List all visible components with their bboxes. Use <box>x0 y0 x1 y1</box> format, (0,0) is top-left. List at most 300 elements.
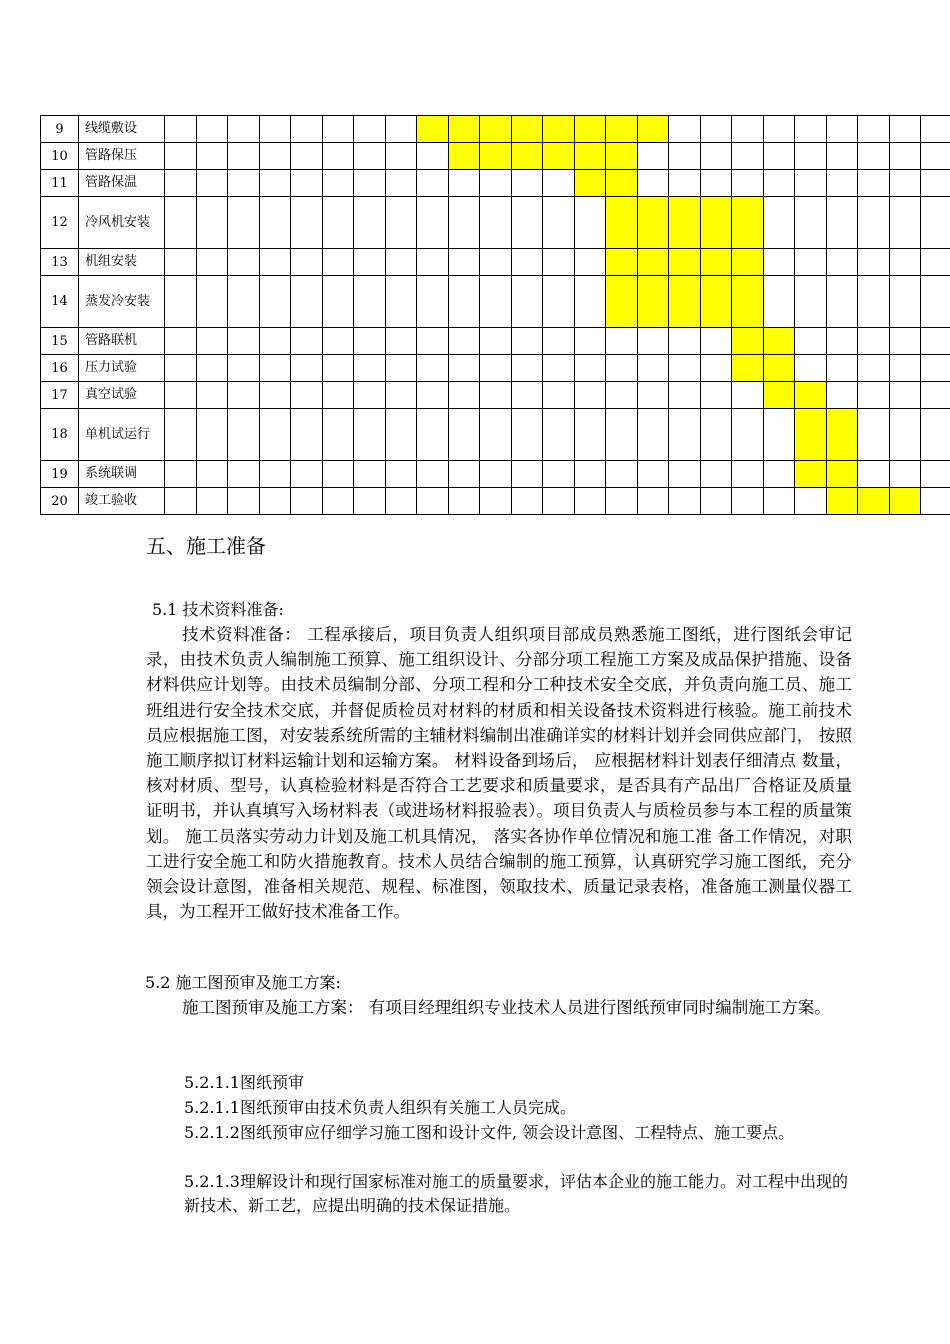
schedule-cell <box>291 382 323 409</box>
schedule-cell <box>354 143 386 170</box>
schedule-cell <box>889 116 921 143</box>
schedule-cell <box>259 143 291 170</box>
row-number: 17 <box>41 382 79 409</box>
schedule-cell <box>921 488 950 515</box>
schedule-cell <box>385 328 417 355</box>
schedule-bar-cell <box>637 197 669 249</box>
schedule-cell <box>417 409 449 461</box>
schedule-cell <box>858 328 890 355</box>
schedule-cell <box>511 382 543 409</box>
schedule-cell <box>543 197 575 249</box>
schedule-cell <box>291 328 323 355</box>
task-name: 管路联机 <box>79 328 165 355</box>
task-name: 管路保温 <box>79 170 165 197</box>
row-number: 11 <box>41 170 79 197</box>
schedule-cell <box>795 276 827 328</box>
schedule-cell <box>291 170 323 197</box>
schedule-cell <box>795 116 827 143</box>
schedule-bar-cell <box>448 143 480 170</box>
schedule-cell <box>385 170 417 197</box>
schedule-cell <box>228 170 260 197</box>
schedule-cell <box>889 328 921 355</box>
schedule-cell <box>669 116 701 143</box>
schedule-cell <box>637 488 669 515</box>
schedule-cell <box>165 143 197 170</box>
schedule-cell <box>511 170 543 197</box>
schedule-row <box>41 355 950 382</box>
schedule-cell <box>921 382 950 409</box>
schedule-cell <box>826 143 858 170</box>
item-5-2-1-heading: 5.2.1.1图纸预审 <box>184 1073 304 1092</box>
schedule-cell <box>165 170 197 197</box>
schedule-cell <box>700 382 732 409</box>
schedule-cell <box>921 143 950 170</box>
task-name: 真空试验 <box>79 382 165 409</box>
schedule-cell <box>669 409 701 461</box>
schedule-cell <box>385 382 417 409</box>
schedule-cell <box>259 382 291 409</box>
schedule-cell <box>228 116 260 143</box>
schedule-cell <box>417 170 449 197</box>
schedule-bar-cell <box>637 249 669 276</box>
schedule-bar-cell <box>795 409 827 461</box>
schedule-cell <box>732 488 764 515</box>
schedule-cell <box>354 382 386 409</box>
schedule-cell <box>574 276 606 328</box>
schedule-cell <box>543 355 575 382</box>
schedule-cell <box>480 328 512 355</box>
schedule-cell <box>921 276 950 328</box>
schedule-cell <box>574 355 606 382</box>
schedule-bar-cell <box>606 116 638 143</box>
schedule-bar-cell <box>889 488 921 515</box>
schedule-cell <box>700 170 732 197</box>
schedule-row <box>41 409 950 461</box>
item-5-2-1-2: 5.2.1.2图纸预审应仔细学习施工图和设计文件, 领会设计意图、工程特点、施工要点。 <box>184 1123 795 1142</box>
schedule-cell <box>291 276 323 328</box>
schedule-cell <box>165 461 197 488</box>
schedule-bar-cell <box>574 143 606 170</box>
schedule-bar-cell <box>417 116 449 143</box>
schedule-row <box>41 143 950 170</box>
schedule-cell <box>196 488 228 515</box>
schedule-cell <box>291 249 323 276</box>
schedule-cell <box>354 461 386 488</box>
schedule-cell <box>259 276 291 328</box>
schedule-cell <box>165 276 197 328</box>
schedule-cell <box>669 461 701 488</box>
schedule-cell <box>196 249 228 276</box>
schedule-cell <box>165 197 197 249</box>
subsection-5-2-body: 施工图预审及施工方案： 有项目经理组织专业技术人员进行图纸预审同时编制施工方案。 <box>182 998 831 1017</box>
schedule-cell <box>574 461 606 488</box>
schedule-bar-cell <box>480 143 512 170</box>
schedule-cell <box>259 461 291 488</box>
schedule-cell <box>795 328 827 355</box>
schedule-cell <box>165 488 197 515</box>
schedule-cell <box>826 355 858 382</box>
schedule-bar-cell <box>795 382 827 409</box>
schedule-cell <box>763 116 795 143</box>
schedule-bar-cell <box>637 116 669 143</box>
schedule-cell <box>826 276 858 328</box>
schedule-cell <box>480 488 512 515</box>
schedule-cell <box>291 143 323 170</box>
schedule-cell <box>511 488 543 515</box>
schedule-cell <box>889 409 921 461</box>
schedule-cell <box>385 488 417 515</box>
schedule-cell <box>196 143 228 170</box>
schedule-cell <box>385 249 417 276</box>
schedule-bar-cell <box>543 116 575 143</box>
schedule-bar-cell <box>826 461 858 488</box>
schedule-cell <box>228 382 260 409</box>
row-number: 12 <box>41 197 79 249</box>
schedule-cell <box>543 382 575 409</box>
schedule-row <box>41 382 950 409</box>
schedule-cell <box>543 276 575 328</box>
schedule-cell <box>795 170 827 197</box>
schedule-cell <box>448 382 480 409</box>
schedule-cell <box>732 461 764 488</box>
schedule-row <box>41 197 950 249</box>
schedule-cell <box>259 249 291 276</box>
schedule-bar-cell <box>732 249 764 276</box>
row-number: 15 <box>41 328 79 355</box>
schedule-cell <box>385 409 417 461</box>
schedule-cell <box>417 328 449 355</box>
schedule-cell <box>291 116 323 143</box>
schedule-bar-cell <box>826 409 858 461</box>
schedule-row <box>41 328 950 355</box>
schedule-cell <box>826 170 858 197</box>
schedule-bar-cell <box>763 328 795 355</box>
schedule-cell <box>354 249 386 276</box>
schedule-cell <box>511 355 543 382</box>
schedule-cell <box>826 382 858 409</box>
construction-schedule-table <box>40 115 950 515</box>
schedule-cell <box>921 409 950 461</box>
schedule-cell <box>228 328 260 355</box>
schedule-cell <box>763 143 795 170</box>
schedule-cell <box>763 170 795 197</box>
schedule-cell <box>669 488 701 515</box>
schedule-cell <box>700 328 732 355</box>
schedule-cell <box>228 143 260 170</box>
schedule-cell <box>700 143 732 170</box>
schedule-cell <box>606 461 638 488</box>
schedule-cell <box>543 170 575 197</box>
schedule-cell <box>385 355 417 382</box>
schedule-bar-cell <box>511 116 543 143</box>
schedule-cell <box>763 197 795 249</box>
schedule-cell <box>228 355 260 382</box>
schedule-cell <box>669 355 701 382</box>
schedule-cell <box>385 461 417 488</box>
schedule-cell <box>385 143 417 170</box>
schedule-cell <box>322 116 354 143</box>
schedule-bar-cell <box>574 116 606 143</box>
schedule-cell <box>574 488 606 515</box>
schedule-cell <box>921 328 950 355</box>
schedule-cell <box>795 143 827 170</box>
task-name: 系统联调 <box>79 461 165 488</box>
task-name: 机组安装 <box>79 249 165 276</box>
schedule-cell <box>196 197 228 249</box>
schedule-cell <box>921 461 950 488</box>
schedule-cell <box>259 170 291 197</box>
schedule-row <box>41 488 950 515</box>
schedule-cell <box>259 355 291 382</box>
schedule-bar-cell <box>606 143 638 170</box>
schedule-cell <box>889 197 921 249</box>
schedule-row <box>41 276 950 328</box>
schedule-cell <box>448 488 480 515</box>
schedule-cell <box>480 276 512 328</box>
schedule-cell <box>763 461 795 488</box>
item-5-2-1-1: 5.2.1.1图纸预审由技术负责人组织有关施工人员完成。 <box>184 1098 576 1117</box>
schedule-cell <box>700 461 732 488</box>
schedule-cell <box>637 461 669 488</box>
schedule-cell <box>732 143 764 170</box>
schedule-cell <box>574 197 606 249</box>
schedule-bar-cell <box>858 488 890 515</box>
task-name: 冷风机安装 <box>79 197 165 249</box>
schedule-cell <box>354 355 386 382</box>
schedule-cell <box>669 382 701 409</box>
schedule-cell <box>291 355 323 382</box>
schedule-cell <box>858 461 890 488</box>
schedule-cell <box>354 170 386 197</box>
schedule-cell <box>417 488 449 515</box>
schedule-cell <box>480 382 512 409</box>
schedule-cell <box>291 197 323 249</box>
task-name: 管路保压 <box>79 143 165 170</box>
schedule-cell <box>354 409 386 461</box>
schedule-cell <box>259 116 291 143</box>
schedule-cell <box>417 382 449 409</box>
schedule-bar-cell <box>606 276 638 328</box>
subsection-5-1-heading: 5.1 技术资料准备: <box>152 600 284 619</box>
schedule-cell <box>889 143 921 170</box>
schedule-cell <box>637 328 669 355</box>
row-number: 13 <box>41 249 79 276</box>
schedule-bar-cell <box>826 488 858 515</box>
schedule-bar-cell <box>606 197 638 249</box>
schedule-cell <box>732 409 764 461</box>
schedule-cell <box>858 355 890 382</box>
schedule-cell <box>700 355 732 382</box>
schedule-cell <box>322 382 354 409</box>
schedule-bar-cell <box>732 355 764 382</box>
schedule-bar-cell <box>763 355 795 382</box>
row-number: 14 <box>41 276 79 328</box>
schedule-cell <box>354 197 386 249</box>
schedule-cell <box>480 170 512 197</box>
schedule-cell <box>511 249 543 276</box>
schedule-cell <box>385 276 417 328</box>
schedule-row <box>41 249 950 276</box>
schedule-cell <box>637 143 669 170</box>
schedule-cell <box>889 382 921 409</box>
schedule-bar-cell <box>448 116 480 143</box>
schedule-cell <box>417 276 449 328</box>
schedule-cell <box>385 197 417 249</box>
schedule-cell <box>196 355 228 382</box>
schedule-cell <box>322 276 354 328</box>
schedule-cell <box>732 116 764 143</box>
schedule-cell <box>858 382 890 409</box>
schedule-cell <box>574 409 606 461</box>
schedule-cell <box>385 116 417 143</box>
schedule-cell <box>259 488 291 515</box>
schedule-bar-cell <box>732 197 764 249</box>
schedule-cell <box>543 328 575 355</box>
schedule-cell <box>322 328 354 355</box>
schedule-cell <box>448 276 480 328</box>
schedule-cell <box>480 249 512 276</box>
schedule-cell <box>826 249 858 276</box>
schedule-cell <box>826 197 858 249</box>
schedule-bar-cell <box>732 276 764 328</box>
schedule-cell <box>543 409 575 461</box>
schedule-cell <box>858 409 890 461</box>
schedule-cell <box>574 249 606 276</box>
schedule-cell <box>637 409 669 461</box>
schedule-cell <box>165 116 197 143</box>
schedule-cell <box>322 355 354 382</box>
schedule-bar-cell <box>511 143 543 170</box>
schedule-cell <box>606 328 638 355</box>
schedule-cell <box>322 461 354 488</box>
schedule-cell <box>543 461 575 488</box>
schedule-cell <box>858 170 890 197</box>
subsection-5-2-heading: 5.2 施工图预审及施工方案: <box>145 973 341 992</box>
schedule-cell <box>165 382 197 409</box>
schedule-cell <box>637 382 669 409</box>
schedule-cell <box>511 328 543 355</box>
schedule-bar-cell <box>700 197 732 249</box>
schedule-cell <box>448 355 480 382</box>
schedule-cell <box>354 328 386 355</box>
schedule-cell <box>354 116 386 143</box>
schedule-row <box>41 116 950 143</box>
schedule-cell <box>543 249 575 276</box>
task-name: 单机试运行 <box>79 409 165 461</box>
schedule-cell <box>669 170 701 197</box>
schedule-cell <box>322 409 354 461</box>
schedule-cell <box>196 461 228 488</box>
schedule-cell <box>543 488 575 515</box>
schedule-cell <box>606 355 638 382</box>
schedule-cell <box>606 382 638 409</box>
schedule-cell <box>511 197 543 249</box>
schedule-bar-cell <box>669 249 701 276</box>
schedule-cell <box>858 143 890 170</box>
schedule-cell <box>228 409 260 461</box>
schedule-cell <box>259 328 291 355</box>
schedule-cell <box>165 328 197 355</box>
row-number: 18 <box>41 409 79 461</box>
schedule-cell <box>795 197 827 249</box>
schedule-cell <box>417 461 449 488</box>
schedule-bar-cell <box>700 249 732 276</box>
schedule-cell <box>669 328 701 355</box>
schedule-cell <box>448 409 480 461</box>
schedule-cell <box>165 249 197 276</box>
schedule-cell <box>259 409 291 461</box>
schedule-cell <box>858 197 890 249</box>
schedule-bar-cell <box>480 116 512 143</box>
schedule-cell <box>480 197 512 249</box>
row-number: 10 <box>41 143 79 170</box>
schedule-cell <box>228 249 260 276</box>
schedule-cell <box>921 116 950 143</box>
schedule-cell <box>228 276 260 328</box>
schedule-cell <box>921 197 950 249</box>
schedule-cell <box>889 276 921 328</box>
schedule-cell <box>322 170 354 197</box>
schedule-cell <box>322 143 354 170</box>
schedule-bar-cell <box>700 276 732 328</box>
schedule-cell <box>826 116 858 143</box>
schedule-cell <box>480 461 512 488</box>
schedule-cell <box>196 409 228 461</box>
task-name: 竣工验收 <box>79 488 165 515</box>
schedule-bar-cell <box>669 276 701 328</box>
schedule-bar-cell <box>732 328 764 355</box>
schedule-cell <box>196 328 228 355</box>
schedule-row <box>41 461 950 488</box>
schedule-cell <box>291 461 323 488</box>
schedule-cell <box>480 355 512 382</box>
subsection-5-1-body: 技术资料准备： 工程承接后，项目负责人组织项目部成员熟悉施工图纸，进行图纸会审记录，由技术负责人编制施工预算、施工组织设计、分部分项工程施工方案及成品保护措施、设备材料供应计划等。由技术员编制分部、分项工程和分工种技术安全交底，并负责向施工员、施工班组进行安全技术交底，并督促质检员对材料的材质和相关设备技术资料进行核验。施工前技术员应根据施工图，对安装系统所需的主辅材料编制出准确详实的材料计划并会同供应部门， 按照施工顺序拟订材料运输计划和运输方案。 材料设备到场后， 应根据材料计划表仔细清点 数量，核对材质、型号，认真检验材料是否符合工艺要求和质量要求，是否具有产品出厂合格证及质量证明书，并认真填写入场材料表（或进场材料报验表）。项目负责人与质检员参与本工程的质量策划。 施工员落实劳动力计划及施工机具情况， 落实各协作单位情况和施工准 备工作情况，对职工进行安全施工和防火措施教育。技术人员结合编制的施工预算，认真研究学习施工图纸，充分领会设计意图，准备相关规范、规程、标准图，领取技术、质量记录表格，准备施工测量仪器工具，为工程开工做好技术准备工作。 <box>146 625 852 922</box>
schedule-cell <box>574 382 606 409</box>
schedule-cell <box>763 249 795 276</box>
schedule-cell <box>448 249 480 276</box>
schedule-bar-cell <box>574 170 606 197</box>
schedule-bar-cell <box>637 276 669 328</box>
schedule-cell <box>889 461 921 488</box>
schedule-cell <box>354 488 386 515</box>
schedule-cell <box>448 170 480 197</box>
schedule-cell <box>259 197 291 249</box>
schedule-cell <box>291 409 323 461</box>
schedule-cell <box>732 382 764 409</box>
schedule-cell <box>417 197 449 249</box>
row-number: 20 <box>41 488 79 515</box>
schedule-cell <box>196 170 228 197</box>
schedule-cell <box>763 276 795 328</box>
item-5-2-1-3: 5.2.1.3理解设计和现行国家标准对施工的质量要求，评估本企业的施工能力。对工程中出现的新技术、新工艺，应提出明确的技术保证措施。 <box>184 1172 848 1215</box>
task-name: 蒸发冷安装 <box>79 276 165 328</box>
schedule-cell <box>228 488 260 515</box>
schedule-cell <box>637 355 669 382</box>
row-number: 9 <box>41 116 79 143</box>
schedule-cell <box>322 488 354 515</box>
schedule-cell <box>921 249 950 276</box>
schedule-cell <box>826 328 858 355</box>
schedule-cell <box>196 382 228 409</box>
schedule-cell <box>291 488 323 515</box>
row-number: 19 <box>41 461 79 488</box>
schedule-cell <box>448 197 480 249</box>
schedule-cell <box>700 409 732 461</box>
schedule-cell <box>511 461 543 488</box>
schedule-cell <box>417 249 449 276</box>
schedule-cell <box>417 355 449 382</box>
schedule-cell <box>322 249 354 276</box>
